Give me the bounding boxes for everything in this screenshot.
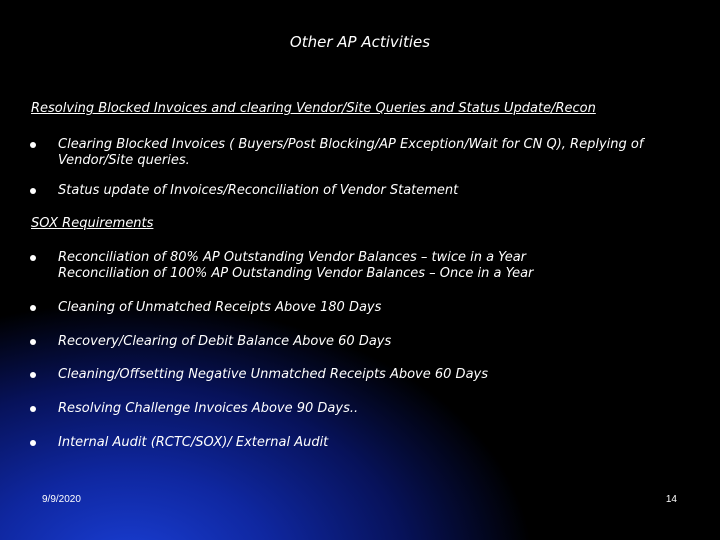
page-number: 14	[665, 494, 677, 505]
bullet-line: Status update of Invoices/Reconciliation of Vendor Statement	[58, 183, 459, 198]
bullet-line: Reconciliation of 80% AP Outstanding Vendor Balances – twice in a Year	[58, 250, 526, 265]
bullet-text	[58, 137, 690, 169]
bullet-item	[30, 334, 690, 350]
bullet-item	[30, 183, 690, 199]
bullet-line: Clearing Blocked Invoices ( Buyers/Post Blocking/AP Exception/Wait for CN Q), Replying of	[58, 137, 644, 152]
bullet-dot-icon	[30, 372, 36, 378]
bullet-line: Reconciliation of 100% AP Outstanding Vendor Balances – Once in a Year	[58, 266, 534, 281]
bullet-item	[30, 137, 690, 169]
bullet-dot-icon	[30, 188, 36, 194]
bullet-item	[30, 300, 690, 316]
bullet-item	[30, 367, 690, 383]
bullet-line: Cleaning/Offsetting Negative Unmatched Receipts Above 60 Days	[58, 367, 488, 382]
bullet-line: Resolving Challenge Invoices Above 90 Days..	[58, 401, 359, 416]
bullet-text	[58, 401, 690, 417]
bullet-dot-icon	[30, 305, 36, 311]
bullet-text	[58, 367, 690, 383]
bullet-line: Recovery/Clearing of Debit Balance Above 60 Days	[58, 334, 392, 349]
bullet-line: Internal Audit (RCTC/SOX)/ External Audit	[58, 435, 329, 450]
bullet-item	[30, 250, 690, 282]
bullet-dot-icon	[30, 440, 36, 446]
slide-title: Other AP Activities	[289, 33, 431, 51]
bullet-text	[58, 300, 690, 316]
bullet-text	[58, 435, 690, 451]
bullet-dot-icon	[30, 255, 36, 261]
bullet-dot-icon	[30, 142, 36, 148]
section-heading-blocked-invoices: Resolving Blocked Invoices and clearing Vendor/Site Queries and Status Update/Recon	[31, 101, 596, 116]
bullet-dot-icon	[30, 339, 36, 345]
bullet-line: Vendor/Site queries.	[58, 153, 190, 168]
bullet-text	[58, 183, 690, 199]
bullet-dot-icon	[30, 406, 36, 412]
bullet-line: Cleaning of Unmatched Receipts Above 180 Days	[58, 300, 382, 315]
section-heading-sox: SOX Requirements	[31, 216, 154, 231]
bullet-item	[30, 435, 690, 451]
footer-date: 9/9/2020	[42, 494, 81, 505]
bullet-item	[30, 401, 690, 417]
bullet-text	[58, 334, 690, 350]
bullet-text	[58, 250, 690, 282]
